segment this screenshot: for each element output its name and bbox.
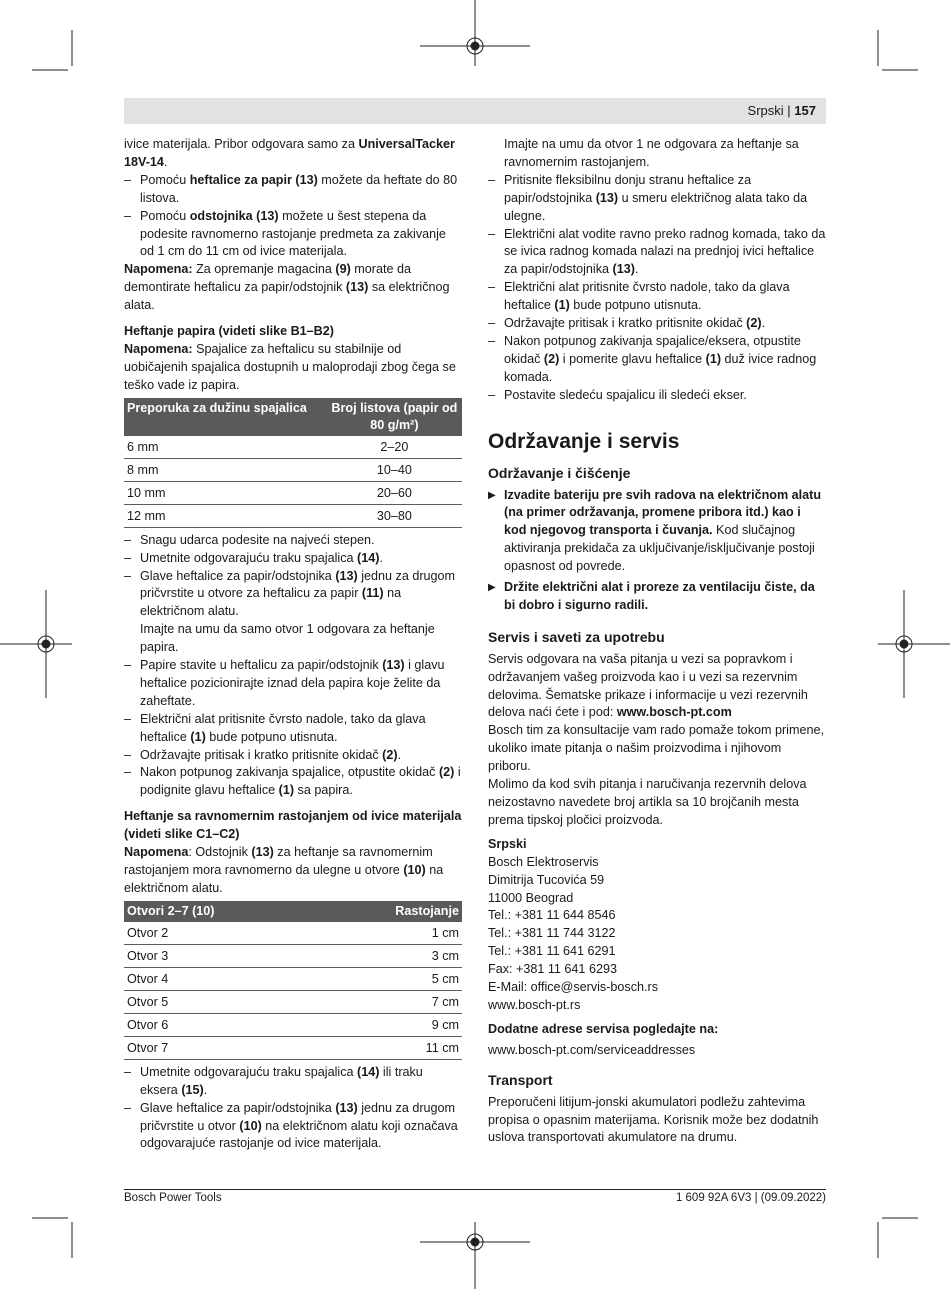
address-line: Tel.: +381 11 641 6291 xyxy=(488,944,616,959)
note-paragraph: Napomena: Spajalice za heftalicu su stabilnije od uobičajenih spajalica dostupnih u maloprodaji zbog čega se teško vade iz papira. xyxy=(124,341,456,392)
service-addresses-link[interactable]: www.bosch-pt.com/serviceaddresses xyxy=(488,1042,696,1057)
warning-item: ▶ Držite električni alat i proreze za ventilaciju čiste, da bi dobro i sigurno radili. xyxy=(488,579,826,615)
table-header-cell: Rastojanje xyxy=(318,901,462,922)
footer-brand: Bosch Power Tools xyxy=(124,1192,222,1204)
table-row: Otvor 6 9 cm xyxy=(124,1013,462,1036)
header-language: Srpski xyxy=(747,103,784,118)
transport-paragraph: Preporučeni litijum-jonski akumulatori podležu zahtevima propisa o opasnim materijama. Korisnik može bez dodatnih uslova transportovati akumulatore na drumu. xyxy=(488,1094,819,1145)
chapter-heading: Održavanje i servis xyxy=(488,429,680,453)
list-item: – Umetnite odgovarajuću traku spajalica (14). xyxy=(124,550,462,568)
service-paragraph: Servis odgovara na vaša pitanja u vezi sa popravkom i održavanjem vašeg proizvoda kao i u vezi sa rezervnim delovima. Šematske prikaze i informacije u vezi rezervnih delova naći ćete i pod: www.bosch-pt.com xyxy=(488,651,808,720)
left-column xyxy=(124,136,462,1153)
list-item: – Pomoću heftalice za papir (13) možete da heftate do 80 listova. xyxy=(124,172,462,208)
email-link[interactable]: E-Mail: office@servis-bosch.rs xyxy=(488,980,659,995)
section-heading: Transport xyxy=(488,1071,553,1088)
website-link[interactable]: www.bosch-pt.rs xyxy=(488,997,581,1012)
header-page-number: 157 xyxy=(794,103,816,118)
list-item: – Umetnite odgovarajuću traku spajalica (14) ili traku eksera (15). xyxy=(124,1064,462,1100)
list-item: – Postavite sledeću spajalicu ili sledeći ekser. xyxy=(488,387,826,405)
right-column xyxy=(488,136,826,1147)
list-item: – Pomoću odstojnika (13) možete u šest stepena da podesite ravnomerno rastojanje predmeta za zakivanje od 1 cm do 11 cm od ivice materijala. xyxy=(124,208,462,262)
table-row: Otvor 5 7 cm xyxy=(124,990,462,1013)
service-paragraph: Bosch tim za konsultacije vam rado pomaže tokom primene, ukoliko imate pitanja o našim proizvodima i njihovom priboru. xyxy=(488,723,824,774)
list-item: – Pritisnite fleksibilnu donju stranu heftalice za papir/odstojnika (13) u smeru električnog alata tako da ulegne. xyxy=(488,172,826,226)
address-line: Bosch Elektroservis xyxy=(488,854,599,869)
list-item-note: Imajte na umu da samo otvor 1 odgovara za heftanje papira. xyxy=(140,622,435,655)
table-header-cell: Otvori 2–7 (10) xyxy=(124,901,318,922)
table-row: Otvor 4 5 cm xyxy=(124,967,462,990)
note-paragraph: Napomena: Za opremanje magacina (9) morate da demontirate heftalicu za papir/odstojnik (13) sa električnog alata. xyxy=(124,262,450,313)
distance-table xyxy=(124,901,462,1060)
table-row: 10 mm 20–60 xyxy=(124,481,462,504)
page-footer xyxy=(124,1189,826,1204)
warning-item: ▶ Izvadite bateriju pre svih radova na električnom alatu (na primer održavanja, promene pribora itd.) kao i kod njegovog transporta i čuvanja. Kod slučajnog aktiviranja prekidača za uključivanje/isključivanje postoji opasnost od povrede. xyxy=(488,487,826,577)
footer-doc-id: 1 609 92A 6V3 | (09.09.2022) xyxy=(675,1192,826,1204)
list-item: – Električni alat vodite ravno preko radnog komada, tako da se ivica radnog komada nalazi na prednjoj ivici heftalice za papir/odstojnika (13). xyxy=(488,226,826,280)
table-row: Otvor 3 3 cm xyxy=(124,944,462,967)
table-header-cell: Broj listova (papir od 80 g/m²) xyxy=(327,398,462,436)
list-item: – Snagu udarca podesite na najveći stepen. xyxy=(124,532,462,550)
address-line: Tel.: +381 11 644 8546 xyxy=(488,908,616,923)
table-row: 8 mm 10–40 xyxy=(124,458,462,481)
list-item: – Glave heftalice za papir/odstojnika (13) jednu za drugom pričvrstite u otvor (10) na električnom alatu koji označava odgovarajuće rastojanje od ivice materijala. xyxy=(124,1100,462,1154)
header-separator: | xyxy=(787,103,791,118)
list-item: – Održavajte pritisak i kratko pritisnite okidač (2). xyxy=(488,315,826,333)
address-line: Dimitrija Tucovića 59 xyxy=(488,872,605,887)
address-line: Fax: +381 11 641 6293 xyxy=(488,962,617,977)
page-number-label xyxy=(748,103,816,118)
list-item: – Glave heftalice za papir/odstojnika (13) jednu za drugom pričvrstite u otvore za heftalicu za papir (11) na električnom alatu. xyxy=(124,568,462,622)
table-header-cell: Preporuka za dužinu spajalica xyxy=(124,398,327,436)
section-heading: Održavanje i čišćenje xyxy=(488,464,631,481)
list-item: – Održavajte pritisak i kratko pritisnite okidač (2). xyxy=(124,747,462,765)
list-item: – Papire stavite u heftalicu za papir/odstojnik (13) i glavu heftalice pozicionirajte iznad dela papira koje želite da zaheftate. xyxy=(124,657,462,711)
table-row: Otvor 7 11 cm xyxy=(124,1036,462,1059)
table-row: 12 mm 30–80 xyxy=(124,504,462,527)
staple-length-table xyxy=(124,398,462,528)
section-heading: Servis i saveti za upotrebu xyxy=(488,628,665,645)
note-paragraph: Napomena: Odstojnik (13) za heftanje sa ravnomernim rastojanjem mora ravnomerno da ulegne u otvore (10) na električnom alatu. xyxy=(124,845,444,895)
country-label: Srpski xyxy=(488,836,527,851)
list-item-note: Imajte na umu da otvor 1 ne odgovara za heftanje sa ravnomernim rastojanjem. xyxy=(504,137,799,169)
section-heading: Heftanje papira (videti slike B1–B2) xyxy=(124,324,334,339)
service-paragraph: Molimo da kod svih pitanja i naručivanja rezervnih delova neizostavno navedete broj artikla sa 10 brojčanih mesta prema tipskoj pločici proizvoda. xyxy=(488,777,807,827)
list-item: – Nakon potpunog zakivanja spajalice, otpustite okidač (2) i podignite glavu heftalice (1) sa papira. xyxy=(124,764,462,800)
more-addresses-label: Dodatne adrese servisa pogledajte na: xyxy=(488,1021,719,1036)
list-item: – Električni alat pritisnite čvrsto nadole, tako da glava heftalice (1) bude potpuno utisnuta. xyxy=(124,711,462,747)
table-row: Otvor 2 1 cm xyxy=(124,922,462,945)
section-heading: Heftanje sa ravnomernim rastojanjem od ivice materijala (videti slike C1–C2) xyxy=(124,809,462,842)
page-header xyxy=(124,98,826,124)
list-item: – Električni alat pritisnite čvrsto nadole, tako da glava heftalice (1) bude potpuno utisnuta. xyxy=(488,279,826,315)
address-line: 11000 Beograd xyxy=(488,890,574,905)
table-row: 6 mm 2–20 xyxy=(124,436,462,459)
address-line: Tel.: +381 11 744 3122 xyxy=(488,926,616,941)
list-item: – Nakon potpunog zakivanja spajalice/eksera, otpustite okidač (2) i pomerite glavu heftalice (1) duž ivice radnog komada. xyxy=(488,333,826,387)
intro-paragraph: ivice materijala. Pribor odgovara samo za UniversalTacker 18V-14. xyxy=(124,137,455,169)
